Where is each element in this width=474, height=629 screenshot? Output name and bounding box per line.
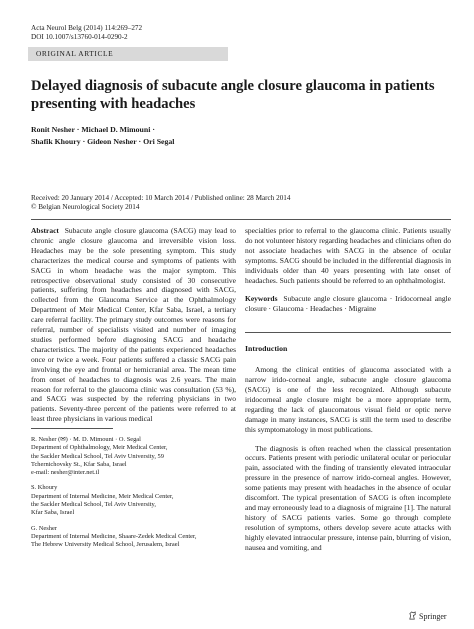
- abstract-continuation: specialties prior to referral to the glaucoma clinic. Patients usually do not volunteer history regarding headaches and clinicians often do not associate headaches with SACG in the absence of ocular symptoms. SACG should be included in the differential diagnosis in individuals older than 40 years presenting with late onset of headaches. Such patients should be referred to an ophthalmologist.: [245, 226, 451, 285]
- affiliation-authors: G. Nesher: [31, 524, 57, 532]
- affiliation-text: the Sackler Medical School, Tel Aviv University, 59: [31, 452, 164, 460]
- affiliation-authors: R. Nesher (✉) · M. D. Mimouni · O. Segal: [31, 436, 141, 443]
- affiliation-authors: S. Khoury: [31, 484, 58, 492]
- author-list: [31, 124, 391, 148]
- journal-header: [31, 24, 142, 42]
- springer-horse-icon: [408, 611, 417, 622]
- publisher-name: Springer: [419, 612, 447, 621]
- email-link[interactable]: e-mail: nesher@inter.net.il: [31, 469, 100, 477]
- dates-line: Received: 20 January 2014 / Accepted: 10 March 2014 / Published online: 28 March 2014: [31, 194, 291, 202]
- abstract-label: Abstract: [31, 226, 59, 235]
- abstract-column: [31, 226, 236, 433]
- doi: DOI 10.1007/s13760-014-0290-2: [31, 33, 128, 41]
- right-column: [245, 226, 451, 561]
- copyright-line: © Belgian Neurological Society 2014: [31, 203, 140, 211]
- affiliation-text: Department of Internal Medicine, Meir Medical Center,: [31, 492, 174, 500]
- abstract: [31, 226, 236, 424]
- footnote-divider: [31, 428, 113, 429]
- keywords-text: Subacute angle closure glaucoma · Iridocorneal angle closure · Glaucoma · Headaches · Migraine: [245, 294, 451, 314]
- authors-line-2: Shafik Khoury · Gideon Nesher · Ori Segal: [31, 137, 175, 146]
- affiliation-2: [31, 484, 236, 517]
- article-title: Delayed diagnosis of subacute angle closure glaucoma in patients presenting with headaches: [31, 78, 435, 112]
- publisher-logo: [408, 611, 447, 622]
- divider: [245, 332, 451, 333]
- affiliation-text: The Hebrew University Medical School, Jerusalem, Israel: [31, 541, 180, 549]
- affiliation-1: [31, 436, 236, 477]
- paragraph: The diagnosis is often reached when the classical presentation occurs. Patients present with periodic unilateral ocular or periocular pain, associated with the finding of transiently elevated intraocular pressure in the presence of narrow irido-corneal angles. However, some patients may present with headaches in the absence of ocular discomfort. The typical presentation of SACG is often incomplete and may erroneously lead to a diagnosis of migraine [1]. The natural history of SACG patients varies. Some go through complete resolution of symptoms, others develop severe acute attacks with highly elevated intraocular pressure, intense pain, blurring of vision, nausea and vomiting, and: [245, 443, 451, 552]
- affiliation-text: the Sackler Medical School, Tel Aviv University,: [31, 501, 156, 509]
- affiliation-text: Tchernichovsky St., Kfar Saba, Israel: [31, 460, 127, 468]
- abstract-text: Subacute angle closure glaucoma (SACG) may lead to chronic angle closure glaucoma and irreversible vision loss. Headaches may be the sole presenting symptom. This study characterizes the medical course and symptoms of patients with SACG in whom headache was the major symptom. This retrospective observational study consisted of 30 consecutive patients, suffering from headaches and diagnosed with SACG, collected from the Glaucoma Service at the Ophthalmology Department of Meir Medical Center, Kfar Saba, Israel, a tertiary care referral facility. The primary study outcomes were reasons for referral, number of specialists visited and number of imaging studies performed before diagnosing SACG and headache characteristics. The majority of the patients experienced headaches once or twice a week. Four patients suffered a classic SACG pain involving the eye and frontal or hemicranial area. The mean time from onset of headaches to diagnosis was 2.6 years. The main reason for referral to the glaucoma clinic was consultation (53 %), and SACG was suspected by the referring physicians in two patients. Seventy-three percent of the patients were referred to at least three physicians in various medical: [31, 226, 236, 424]
- article-type-badge: ORIGINAL ARTICLE: [28, 47, 228, 61]
- authors-line-1: Ronit Nesher · Michael D. Mimouni ·: [31, 125, 155, 134]
- affiliation-text: Kfar Saba, Israel: [31, 509, 75, 517]
- journal-citation: Acta Neurol Belg (2014) 114:269–272: [31, 24, 143, 32]
- affiliations: [31, 436, 236, 557]
- keywords-label: Keywords: [245, 294, 278, 304]
- keywords: [245, 294, 451, 314]
- publication-dates: [31, 194, 451, 212]
- affiliation-text: Department of Ophthalmology, Meir Medical Center,: [31, 444, 168, 452]
- section-heading-introduction: Introduction: [245, 344, 288, 354]
- affiliation-text: Department of Internal Medicine, Shaare-Zedek Medical Center,: [31, 532, 197, 540]
- affiliation-3: [31, 525, 236, 550]
- divider: [31, 219, 451, 220]
- paragraph: Among the clinical entities of glaucoma associated with a narrow irido-corneal angle, subacute angle closure glaucoma (SACG) is one of the less recognized. Although subacute iridocorneal angle closure might be a more appropriate term, regarding the lack of glaucomatous visual field or optic nerve damage in many instances, SACG is still the term used to describe this symptomatology in most publications.: [245, 365, 451, 434]
